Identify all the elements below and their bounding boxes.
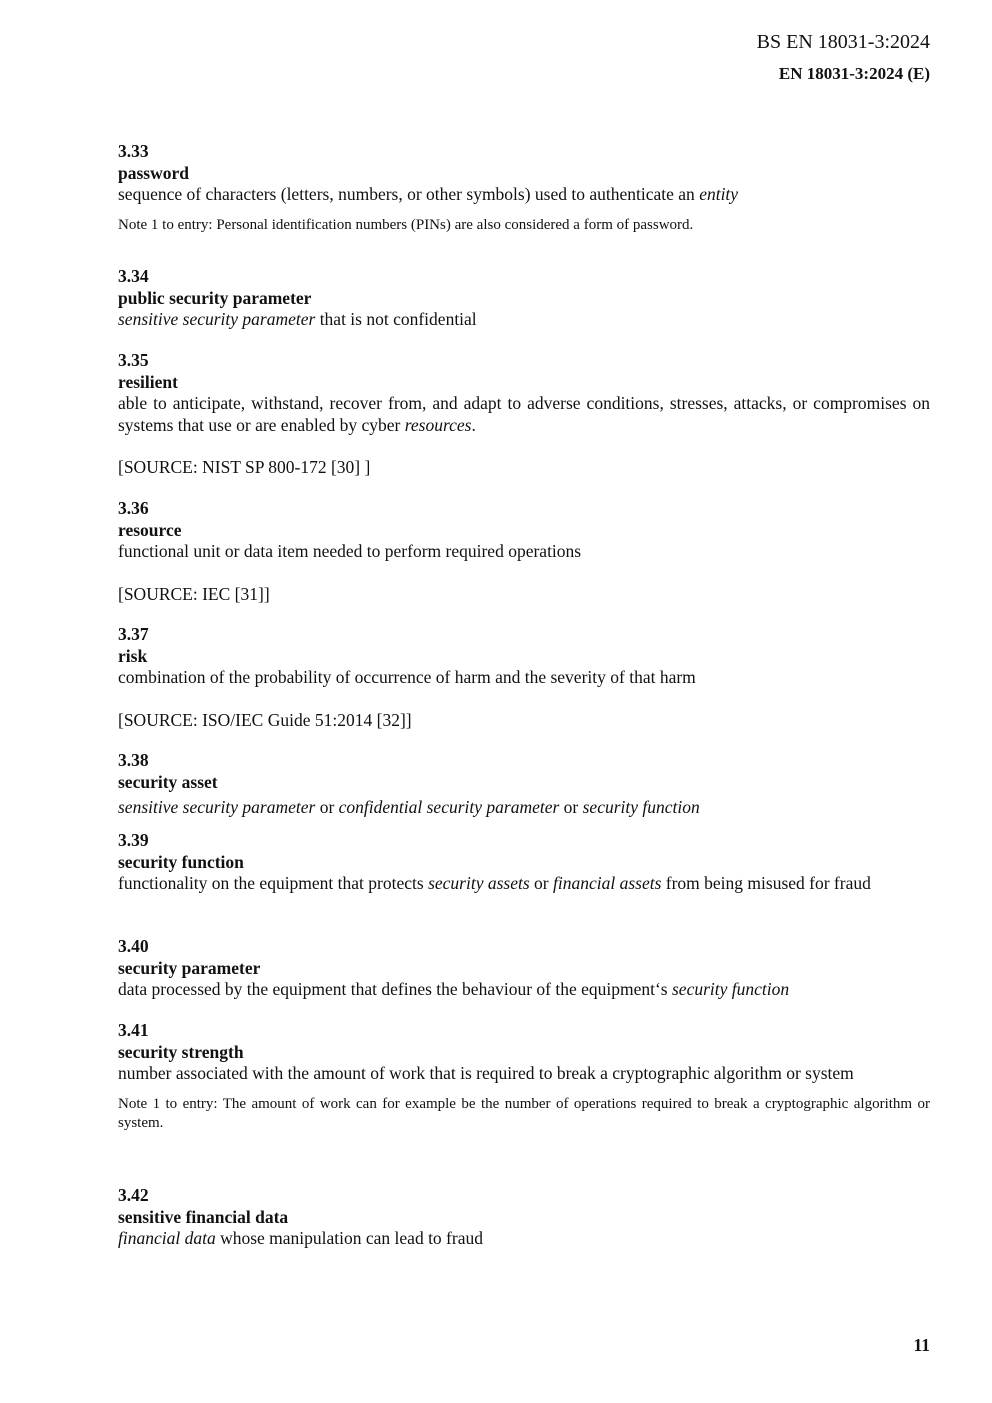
term-title: security asset bbox=[118, 771, 218, 792]
term-definition bbox=[118, 797, 930, 819]
definition-text: able to anticipate, withstand, recover from, and adapt to adverse conditions, stresses, attacks, or compromises on systems that use or are enabled by cyber bbox=[118, 393, 930, 435]
term-title: security parameter bbox=[118, 957, 261, 978]
term-definition bbox=[118, 667, 930, 689]
note-to-entry: Note 1 to entry: Personal identification numbers (PINs) are also considered a form of password. bbox=[118, 216, 694, 233]
term-number: 3.42 bbox=[118, 1185, 149, 1205]
definition-text: functionality on the equipment that protects bbox=[118, 873, 429, 893]
definition-text: functional unit or data item needed to perform required operations bbox=[118, 541, 582, 561]
term-title: security function bbox=[118, 851, 244, 872]
definition-text: that is not confidential bbox=[315, 309, 477, 329]
term-number: 3.34 bbox=[118, 266, 149, 286]
term-reference: sensitive security parameter bbox=[118, 797, 316, 817]
term-reference: security function bbox=[672, 979, 790, 999]
term-reference: sensitive security parameter bbox=[118, 309, 316, 329]
term-reference: financial data bbox=[118, 1228, 216, 1248]
term-title: public security parameter bbox=[118, 287, 312, 308]
term-number: 3.39 bbox=[118, 830, 149, 850]
term-title: security strength bbox=[118, 1041, 244, 1062]
term-entry bbox=[118, 266, 930, 331]
term-definition bbox=[118, 184, 930, 206]
definition-text: combination of the probability of occurrence of harm and the severity of that harm bbox=[118, 667, 696, 687]
term-entry bbox=[118, 1020, 930, 1134]
page-number: 11 bbox=[913, 1335, 930, 1355]
term-source: [SOURCE: IEC [31]] bbox=[118, 583, 270, 604]
term-definition bbox=[118, 309, 930, 331]
term-number: 3.41 bbox=[118, 1020, 149, 1040]
term-entry bbox=[118, 624, 930, 731]
term-title: password bbox=[118, 162, 189, 183]
term-definition bbox=[118, 541, 930, 563]
term-reference: security function bbox=[582, 797, 700, 817]
definition-text: or bbox=[529, 873, 553, 893]
term-number: 3.38 bbox=[118, 750, 149, 770]
term-source: [SOURCE: NIST SP 800-172 [30] ] bbox=[118, 457, 371, 477]
definition-text: or bbox=[559, 797, 583, 817]
term-entry bbox=[118, 1185, 930, 1250]
term-entry bbox=[118, 350, 930, 479]
term-entry bbox=[118, 750, 930, 819]
term-number: 3.35 bbox=[118, 350, 149, 370]
term-reference: confidential security parameter bbox=[338, 797, 560, 817]
definition-text: sequence of characters (letters, numbers, or other symbols) used to authenticate an bbox=[118, 184, 700, 204]
term-reference: entity bbox=[699, 184, 739, 204]
term-number: 3.37 bbox=[118, 624, 149, 644]
term-definition bbox=[118, 1063, 930, 1085]
term-entry bbox=[118, 936, 930, 1001]
term-title: resilient bbox=[118, 371, 178, 392]
term-entry bbox=[118, 141, 930, 235]
term-definition bbox=[118, 979, 930, 1001]
term-definition bbox=[118, 873, 930, 895]
standard-subtitle: EN 18031-3:2024 (E) bbox=[778, 64, 930, 83]
term-number: 3.36 bbox=[118, 498, 149, 518]
definition-text: from being misused for fraud bbox=[661, 873, 871, 893]
term-entry bbox=[118, 498, 930, 605]
term-definition bbox=[118, 1228, 930, 1250]
term-source: [SOURCE: ISO/IEC Guide 51:2014 [32]] bbox=[118, 709, 412, 730]
term-title: sensitive financial data bbox=[118, 1206, 289, 1227]
definition-text: whose manipulation can lead to fraud bbox=[215, 1228, 483, 1248]
definition-text: . bbox=[471, 414, 476, 435]
term-title: risk bbox=[118, 645, 148, 666]
term-entry bbox=[118, 830, 930, 895]
term-title: resource bbox=[118, 519, 182, 540]
term-number: 3.33 bbox=[118, 141, 149, 161]
term-reference: financial assets bbox=[552, 873, 662, 893]
term-reference: security assets bbox=[428, 873, 530, 893]
term-definition bbox=[118, 393, 930, 436]
definition-text: data processed by the equipment that defines the behaviour of the equipment‘s bbox=[118, 979, 672, 999]
note-to-entry: Note 1 to entry: The amount of work can for example be the number of operations required to break a cryptographic algorithm or system. bbox=[118, 1095, 930, 1131]
definition-text: number associated with the amount of work that is required to break a cryptographic algorithm or system bbox=[118, 1063, 854, 1083]
definition-text: or bbox=[315, 797, 339, 817]
term-number: 3.40 bbox=[118, 936, 149, 956]
standard-designation: BS EN 18031-3:2024 bbox=[756, 31, 930, 53]
term-reference: resources bbox=[404, 414, 472, 435]
